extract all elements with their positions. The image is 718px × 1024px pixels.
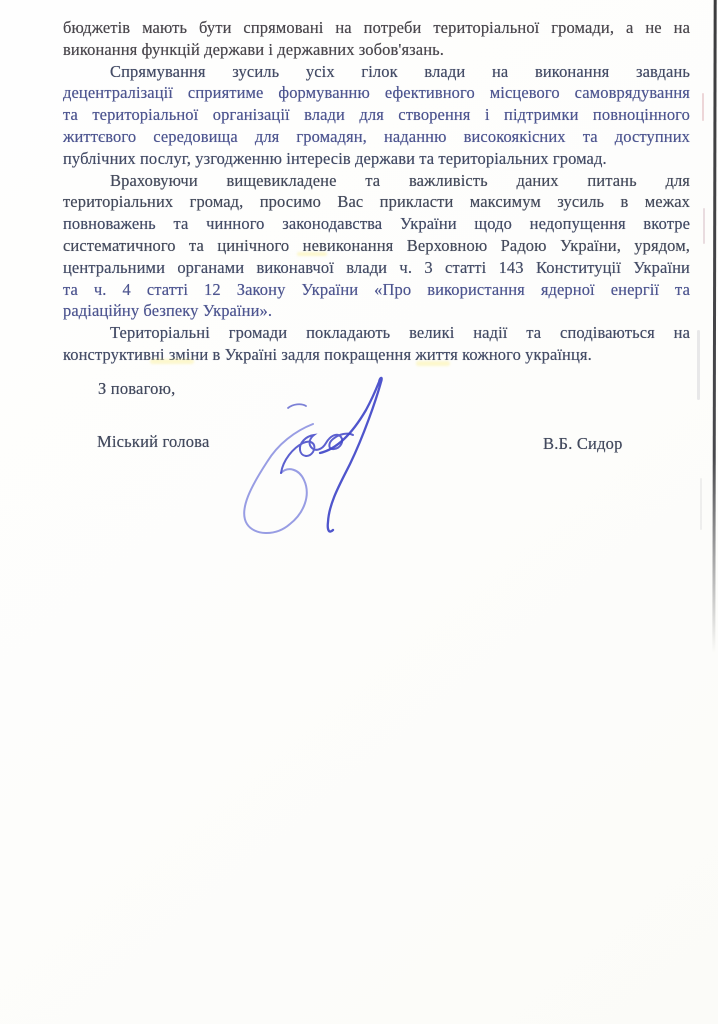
text-line: життєвого середовища для громадян, наданню високоякісних та доступних bbox=[63, 126, 690, 146]
letter-body bbox=[63, 17, 690, 366]
text-line: децентралізації сприятиме формуванню ефективного місцевого самоврядування bbox=[63, 83, 690, 103]
text-line: та територіальної організації влади для створення і підтримки повноцінного bbox=[63, 105, 690, 125]
text-line: Територіальні громади покладають великі надії та сподіваються на bbox=[110, 323, 690, 343]
text-line: конструктивні зміни в Україні задля покращення життя кожного українця. bbox=[63, 344, 592, 364]
text-line: Враховуючи вищевикладене та важливість даних питань для bbox=[110, 170, 690, 190]
scan-speck-artifact bbox=[700, 478, 702, 530]
text-line: виконання функцій держави і державних зобов'язань. bbox=[63, 39, 444, 59]
scan-highlight-smudge bbox=[150, 359, 194, 364]
scan-edge-artifact bbox=[712, 0, 716, 653]
text-line: систематичного та цинічного невиконання Верховною Радою України, урядом, bbox=[63, 235, 690, 255]
text-line: публічних послуг, узгодженню інтересів держави та територіальних громад. bbox=[63, 148, 607, 168]
scan-speck-artifact bbox=[702, 93, 704, 121]
signer-name: В.Б. Сидор bbox=[543, 434, 623, 453]
scan-highlight-smudge bbox=[416, 361, 450, 366]
text-line: Спрямування зусиль усіх гілок влади на виконання завдань bbox=[110, 61, 690, 81]
text-line: радіаційну безпеку України». bbox=[63, 301, 273, 321]
text-line: територіальних громад, просимо Вас прикласти максимум зусиль в межах bbox=[63, 192, 690, 212]
handwritten-signature-icon bbox=[225, 372, 395, 547]
text-line: повноважень та чинного законодавства України щодо недопущення вкотре bbox=[63, 214, 690, 234]
closing-salutation: З повагою, bbox=[98, 379, 176, 398]
text-line: центральними органами виконавчої влади ч. 3 статті 143 Конституції України bbox=[63, 257, 690, 277]
scan-speck-artifact bbox=[703, 208, 705, 244]
text-line: бюджетів мають бути спрямовані на потреби територіальної громади, а не на bbox=[63, 18, 690, 37]
text-line: та ч. 4 статті 12 Закону України «Про використання ядерної енергії та bbox=[63, 279, 690, 299]
signer-title: Міський голова bbox=[97, 432, 210, 451]
scan-speck-artifact bbox=[697, 330, 700, 400]
scan-highlight-smudge bbox=[297, 252, 327, 256]
